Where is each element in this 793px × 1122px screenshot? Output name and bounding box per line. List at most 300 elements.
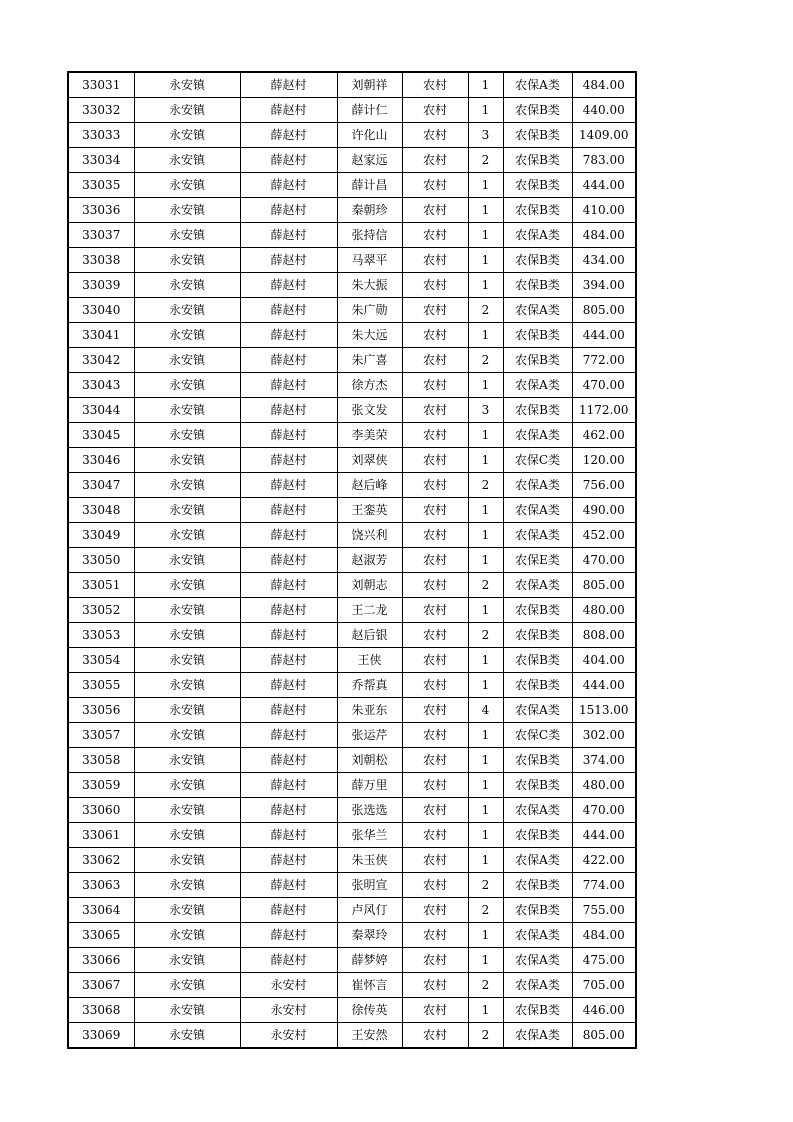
town-cell: 永安镇 (134, 423, 240, 448)
household-count-cell: 2 (468, 623, 503, 648)
insurance-type-cell: 农保A类 (503, 1023, 572, 1049)
name-cell: 秦翠玲 (337, 923, 402, 948)
insurance-type-cell: 农保A类 (503, 473, 572, 498)
record-id-cell: 33060 (68, 798, 134, 823)
insurance-type-cell: 农保A类 (503, 523, 572, 548)
amount-cell: 805.00 (572, 573, 636, 598)
amount-cell: 475.00 (572, 948, 636, 973)
record-id-cell: 33035 (68, 173, 134, 198)
insurance-type-cell: 农保A类 (503, 498, 572, 523)
town-cell: 永安镇 (134, 773, 240, 798)
name-cell: 徐方杰 (337, 373, 402, 398)
town-cell: 永安镇 (134, 973, 240, 998)
name-cell: 薛计仁 (337, 98, 402, 123)
amount-cell: 1513.00 (572, 698, 636, 723)
village-cell: 薛赵村 (240, 123, 337, 148)
village-cell: 薛赵村 (240, 923, 337, 948)
area-type-cell: 农村 (402, 423, 468, 448)
household-count-cell: 1 (468, 848, 503, 873)
area-type-cell: 农村 (402, 698, 468, 723)
village-cell: 薛赵村 (240, 148, 337, 173)
insurance-type-cell: 农保A类 (503, 798, 572, 823)
household-count-cell: 1 (468, 773, 503, 798)
name-cell: 朱大振 (337, 273, 402, 298)
amount-cell: 422.00 (572, 848, 636, 873)
table-row (68, 123, 636, 148)
record-id-cell: 33049 (68, 523, 134, 548)
insurance-type-cell: 农保B类 (503, 898, 572, 923)
village-cell: 薛赵村 (240, 198, 337, 223)
area-type-cell: 农村 (402, 898, 468, 923)
table-row (68, 648, 636, 673)
area-type-cell: 农村 (402, 123, 468, 148)
table-row (68, 223, 636, 248)
household-count-cell: 1 (468, 998, 503, 1023)
household-count-cell: 2 (468, 973, 503, 998)
area-type-cell: 农村 (402, 723, 468, 748)
record-id-cell: 33051 (68, 573, 134, 598)
insurance-type-cell: 农保C类 (503, 723, 572, 748)
amount-cell: 452.00 (572, 523, 636, 548)
insurance-type-cell: 农保A类 (503, 973, 572, 998)
record-id-cell: 33048 (68, 498, 134, 523)
village-cell: 薛赵村 (240, 898, 337, 923)
area-type-cell: 农村 (402, 273, 468, 298)
town-cell: 永安镇 (134, 173, 240, 198)
insurance-type-cell: 农保A类 (503, 72, 572, 98)
name-cell: 乔帮真 (337, 673, 402, 698)
insurance-type-cell: 农保C类 (503, 448, 572, 473)
record-id-cell: 33045 (68, 423, 134, 448)
household-count-cell: 1 (468, 823, 503, 848)
table-row (68, 873, 636, 898)
record-id-cell: 33040 (68, 298, 134, 323)
roster-table (67, 71, 637, 1049)
household-count-cell: 2 (468, 873, 503, 898)
name-cell: 刘朝祥 (337, 72, 402, 98)
table-row (68, 523, 636, 548)
town-cell: 永安镇 (134, 623, 240, 648)
area-type-cell: 农村 (402, 248, 468, 273)
area-type-cell: 农村 (402, 373, 468, 398)
table-row (68, 848, 636, 873)
village-cell: 薛赵村 (240, 98, 337, 123)
household-count-cell: 2 (468, 1023, 503, 1049)
village-cell: 薛赵村 (240, 448, 337, 473)
town-cell: 永安镇 (134, 523, 240, 548)
household-count-cell: 3 (468, 123, 503, 148)
name-cell: 张文发 (337, 398, 402, 423)
village-cell: 薛赵村 (240, 298, 337, 323)
table-row (68, 698, 636, 723)
table-row (68, 273, 636, 298)
town-cell: 永安镇 (134, 198, 240, 223)
table-row (68, 948, 636, 973)
amount-cell: 470.00 (572, 548, 636, 573)
town-cell: 永安镇 (134, 398, 240, 423)
area-type-cell: 农村 (402, 448, 468, 473)
town-cell: 永安镇 (134, 748, 240, 773)
record-id-cell: 33068 (68, 998, 134, 1023)
insurance-type-cell: 农保A类 (503, 923, 572, 948)
insurance-type-cell: 农保B类 (503, 248, 572, 273)
area-type-cell: 农村 (402, 173, 468, 198)
village-cell: 薛赵村 (240, 848, 337, 873)
village-cell: 薛赵村 (240, 773, 337, 798)
name-cell: 朱广喜 (337, 348, 402, 373)
town-cell: 永安镇 (134, 673, 240, 698)
table-row (68, 573, 636, 598)
amount-cell: 1172.00 (572, 398, 636, 423)
name-cell: 朱大远 (337, 323, 402, 348)
town-cell: 永安镇 (134, 123, 240, 148)
area-type-cell: 农村 (402, 873, 468, 898)
household-count-cell: 1 (468, 548, 503, 573)
village-cell: 薛赵村 (240, 223, 337, 248)
insurance-type-cell: 农保A类 (503, 423, 572, 448)
amount-cell: 120.00 (572, 448, 636, 473)
name-cell: 马翠平 (337, 248, 402, 273)
table-row (68, 498, 636, 523)
table-row (68, 173, 636, 198)
name-cell: 卢风仃 (337, 898, 402, 923)
area-type-cell: 农村 (402, 848, 468, 873)
name-cell: 徐传英 (337, 998, 402, 1023)
household-count-cell: 1 (468, 323, 503, 348)
town-cell: 永安镇 (134, 923, 240, 948)
record-id-cell: 33057 (68, 723, 134, 748)
table-row (68, 72, 636, 98)
town-cell: 永安镇 (134, 698, 240, 723)
table-row (68, 148, 636, 173)
household-count-cell: 2 (468, 298, 503, 323)
amount-cell: 1409.00 (572, 123, 636, 148)
insurance-type-cell: 农保B类 (503, 148, 572, 173)
area-type-cell: 农村 (402, 773, 468, 798)
record-id-cell: 33061 (68, 823, 134, 848)
household-count-cell: 1 (468, 648, 503, 673)
town-cell: 永安镇 (134, 648, 240, 673)
table-row (68, 248, 636, 273)
name-cell: 朱亚东 (337, 698, 402, 723)
name-cell: 张持信 (337, 223, 402, 248)
record-id-cell: 33036 (68, 198, 134, 223)
record-id-cell: 33055 (68, 673, 134, 698)
area-type-cell: 农村 (402, 523, 468, 548)
town-cell: 永安镇 (134, 498, 240, 523)
amount-cell: 470.00 (572, 798, 636, 823)
area-type-cell: 农村 (402, 823, 468, 848)
village-cell: 薛赵村 (240, 548, 337, 573)
name-cell: 刘朝志 (337, 573, 402, 598)
area-type-cell: 农村 (402, 573, 468, 598)
town-cell: 永安镇 (134, 348, 240, 373)
name-cell: 朱广勋 (337, 298, 402, 323)
household-count-cell: 1 (468, 798, 503, 823)
amount-cell: 444.00 (572, 673, 636, 698)
town-cell: 永安镇 (134, 573, 240, 598)
table-row (68, 598, 636, 623)
town-cell: 永安镇 (134, 948, 240, 973)
record-id-cell: 33052 (68, 598, 134, 623)
area-type-cell: 农村 (402, 948, 468, 973)
amount-cell: 446.00 (572, 998, 636, 1023)
record-id-cell: 33058 (68, 748, 134, 773)
village-cell: 薛赵村 (240, 798, 337, 823)
insurance-type-cell: 农保B类 (503, 348, 572, 373)
town-cell: 永安镇 (134, 848, 240, 873)
area-type-cell: 农村 (402, 348, 468, 373)
household-count-cell: 2 (468, 473, 503, 498)
table-row (68, 548, 636, 573)
name-cell: 张选选 (337, 798, 402, 823)
town-cell: 永安镇 (134, 323, 240, 348)
name-cell: 赵淑芳 (337, 548, 402, 573)
insurance-type-cell: 农保A类 (503, 373, 572, 398)
household-count-cell: 1 (468, 748, 503, 773)
amount-cell: 410.00 (572, 198, 636, 223)
table-row (68, 423, 636, 448)
village-cell: 薛赵村 (240, 72, 337, 98)
record-id-cell: 33069 (68, 1023, 134, 1049)
household-count-cell: 1 (468, 923, 503, 948)
insurance-type-cell: 农保B类 (503, 398, 572, 423)
insurance-type-cell: 农保B类 (503, 648, 572, 673)
village-cell: 薛赵村 (240, 948, 337, 973)
amount-cell: 462.00 (572, 423, 636, 448)
record-id-cell: 33059 (68, 773, 134, 798)
area-type-cell: 农村 (402, 298, 468, 323)
table-row (68, 823, 636, 848)
amount-cell: 440.00 (572, 98, 636, 123)
name-cell: 刘翠侠 (337, 448, 402, 473)
table-row (68, 773, 636, 798)
table-row (68, 298, 636, 323)
insurance-type-cell: 农保A类 (503, 698, 572, 723)
household-count-cell: 1 (468, 423, 503, 448)
name-cell: 秦朝珍 (337, 198, 402, 223)
area-type-cell: 农村 (402, 798, 468, 823)
amount-cell: 805.00 (572, 298, 636, 323)
village-cell: 薛赵村 (240, 573, 337, 598)
household-count-cell: 1 (468, 948, 503, 973)
table-row (68, 1023, 636, 1049)
amount-cell: 772.00 (572, 348, 636, 373)
village-cell: 薛赵村 (240, 373, 337, 398)
area-type-cell: 农村 (402, 1023, 468, 1049)
amount-cell: 783.00 (572, 148, 636, 173)
town-cell: 永安镇 (134, 598, 240, 623)
town-cell: 永安镇 (134, 273, 240, 298)
area-type-cell: 农村 (402, 923, 468, 948)
amount-cell: 404.00 (572, 648, 636, 673)
amount-cell: 484.00 (572, 72, 636, 98)
record-id-cell: 33041 (68, 323, 134, 348)
table-row (68, 198, 636, 223)
table-row (68, 398, 636, 423)
name-cell: 王安然 (337, 1023, 402, 1049)
name-cell: 张华兰 (337, 823, 402, 848)
table-row (68, 373, 636, 398)
insurance-type-cell: 农保B类 (503, 823, 572, 848)
table-row (68, 798, 636, 823)
insurance-type-cell: 农保B类 (503, 273, 572, 298)
insurance-type-cell: 农保B类 (503, 773, 572, 798)
amount-cell: 705.00 (572, 973, 636, 998)
insurance-type-cell: 农保B类 (503, 323, 572, 348)
insurance-type-cell: 农保A类 (503, 298, 572, 323)
name-cell: 王侠 (337, 648, 402, 673)
village-cell: 薛赵村 (240, 648, 337, 673)
town-cell: 永安镇 (134, 223, 240, 248)
record-id-cell: 33067 (68, 973, 134, 998)
table-row (68, 448, 636, 473)
town-cell: 永安镇 (134, 873, 240, 898)
village-cell: 薛赵村 (240, 598, 337, 623)
village-cell: 薛赵村 (240, 248, 337, 273)
town-cell: 永安镇 (134, 448, 240, 473)
village-cell: 薛赵村 (240, 623, 337, 648)
record-id-cell: 33038 (68, 248, 134, 273)
household-count-cell: 4 (468, 698, 503, 723)
insurance-type-cell: 农保B类 (503, 598, 572, 623)
name-cell: 薛梦婷 (337, 948, 402, 973)
area-type-cell: 农村 (402, 498, 468, 523)
household-count-cell: 1 (468, 448, 503, 473)
name-cell: 张运芹 (337, 723, 402, 748)
insurance-type-cell: 农保A类 (503, 948, 572, 973)
household-count-cell: 2 (468, 573, 503, 598)
town-cell: 永安镇 (134, 1023, 240, 1049)
village-cell: 薛赵村 (240, 498, 337, 523)
household-count-cell: 1 (468, 98, 503, 123)
table-row (68, 898, 636, 923)
name-cell: 赵后银 (337, 623, 402, 648)
town-cell: 永安镇 (134, 248, 240, 273)
village-cell: 薛赵村 (240, 723, 337, 748)
household-count-cell: 1 (468, 523, 503, 548)
area-type-cell: 农村 (402, 973, 468, 998)
name-cell: 朱玉侠 (337, 848, 402, 873)
household-count-cell: 3 (468, 398, 503, 423)
name-cell: 薛计昌 (337, 173, 402, 198)
record-id-cell: 33046 (68, 448, 134, 473)
name-cell: 赵后峰 (337, 473, 402, 498)
village-cell: 永安村 (240, 998, 337, 1023)
area-type-cell: 农村 (402, 223, 468, 248)
name-cell: 刘朝松 (337, 748, 402, 773)
household-count-cell: 1 (468, 173, 503, 198)
insurance-type-cell: 农保A类 (503, 573, 572, 598)
record-id-cell: 33039 (68, 273, 134, 298)
household-count-cell: 1 (468, 72, 503, 98)
record-id-cell: 33065 (68, 923, 134, 948)
area-type-cell: 农村 (402, 98, 468, 123)
village-cell: 永安村 (240, 1023, 337, 1049)
name-cell: 王銮英 (337, 498, 402, 523)
name-cell: 李美荣 (337, 423, 402, 448)
table-row (68, 473, 636, 498)
amount-cell: 490.00 (572, 498, 636, 523)
town-cell: 永安镇 (134, 898, 240, 923)
name-cell: 崔怀言 (337, 973, 402, 998)
amount-cell: 480.00 (572, 598, 636, 623)
amount-cell: 394.00 (572, 273, 636, 298)
insurance-type-cell: 农保B类 (503, 748, 572, 773)
amount-cell: 444.00 (572, 823, 636, 848)
village-cell: 薛赵村 (240, 423, 337, 448)
record-id-cell: 33037 (68, 223, 134, 248)
record-id-cell: 33056 (68, 698, 134, 723)
table-row (68, 323, 636, 348)
household-count-cell: 1 (468, 598, 503, 623)
area-type-cell: 农村 (402, 398, 468, 423)
amount-cell: 484.00 (572, 223, 636, 248)
area-type-cell: 农村 (402, 548, 468, 573)
town-cell: 永安镇 (134, 548, 240, 573)
town-cell: 永安镇 (134, 373, 240, 398)
amount-cell: 434.00 (572, 248, 636, 273)
amount-cell: 444.00 (572, 173, 636, 198)
village-cell: 薛赵村 (240, 323, 337, 348)
insurance-type-cell: 农保A类 (503, 223, 572, 248)
area-type-cell: 农村 (402, 72, 468, 98)
table-row (68, 673, 636, 698)
amount-cell: 808.00 (572, 623, 636, 648)
amount-cell: 805.00 (572, 1023, 636, 1049)
insurance-type-cell: 农保A类 (503, 848, 572, 873)
amount-cell: 302.00 (572, 723, 636, 748)
record-id-cell: 33044 (68, 398, 134, 423)
town-cell: 永安镇 (134, 98, 240, 123)
amount-cell: 484.00 (572, 923, 636, 948)
area-type-cell: 农村 (402, 748, 468, 773)
household-count-cell: 1 (468, 223, 503, 248)
table-row (68, 348, 636, 373)
amount-cell: 480.00 (572, 773, 636, 798)
area-type-cell: 农村 (402, 998, 468, 1023)
amount-cell: 470.00 (572, 373, 636, 398)
insurance-type-cell: 农保B类 (503, 673, 572, 698)
amount-cell: 755.00 (572, 898, 636, 923)
town-cell: 永安镇 (134, 148, 240, 173)
area-type-cell: 农村 (402, 623, 468, 648)
village-cell: 薛赵村 (240, 273, 337, 298)
household-count-cell: 1 (468, 198, 503, 223)
insurance-type-cell: 农保B类 (503, 98, 572, 123)
household-count-cell: 2 (468, 148, 503, 173)
household-count-cell: 1 (468, 248, 503, 273)
area-type-cell: 农村 (402, 473, 468, 498)
record-id-cell: 33064 (68, 898, 134, 923)
household-count-cell: 1 (468, 273, 503, 298)
name-cell: 薛万里 (337, 773, 402, 798)
record-id-cell: 33042 (68, 348, 134, 373)
table-row (68, 923, 636, 948)
table-row (68, 98, 636, 123)
town-cell: 永安镇 (134, 998, 240, 1023)
record-id-cell: 33054 (68, 648, 134, 673)
household-count-cell: 2 (468, 898, 503, 923)
name-cell: 饶兴利 (337, 523, 402, 548)
name-cell: 王二龙 (337, 598, 402, 623)
record-id-cell: 33063 (68, 873, 134, 898)
household-count-cell: 1 (468, 723, 503, 748)
insurance-type-cell: 农保B类 (503, 173, 572, 198)
area-type-cell: 农村 (402, 148, 468, 173)
town-cell: 永安镇 (134, 72, 240, 98)
village-cell: 薛赵村 (240, 473, 337, 498)
